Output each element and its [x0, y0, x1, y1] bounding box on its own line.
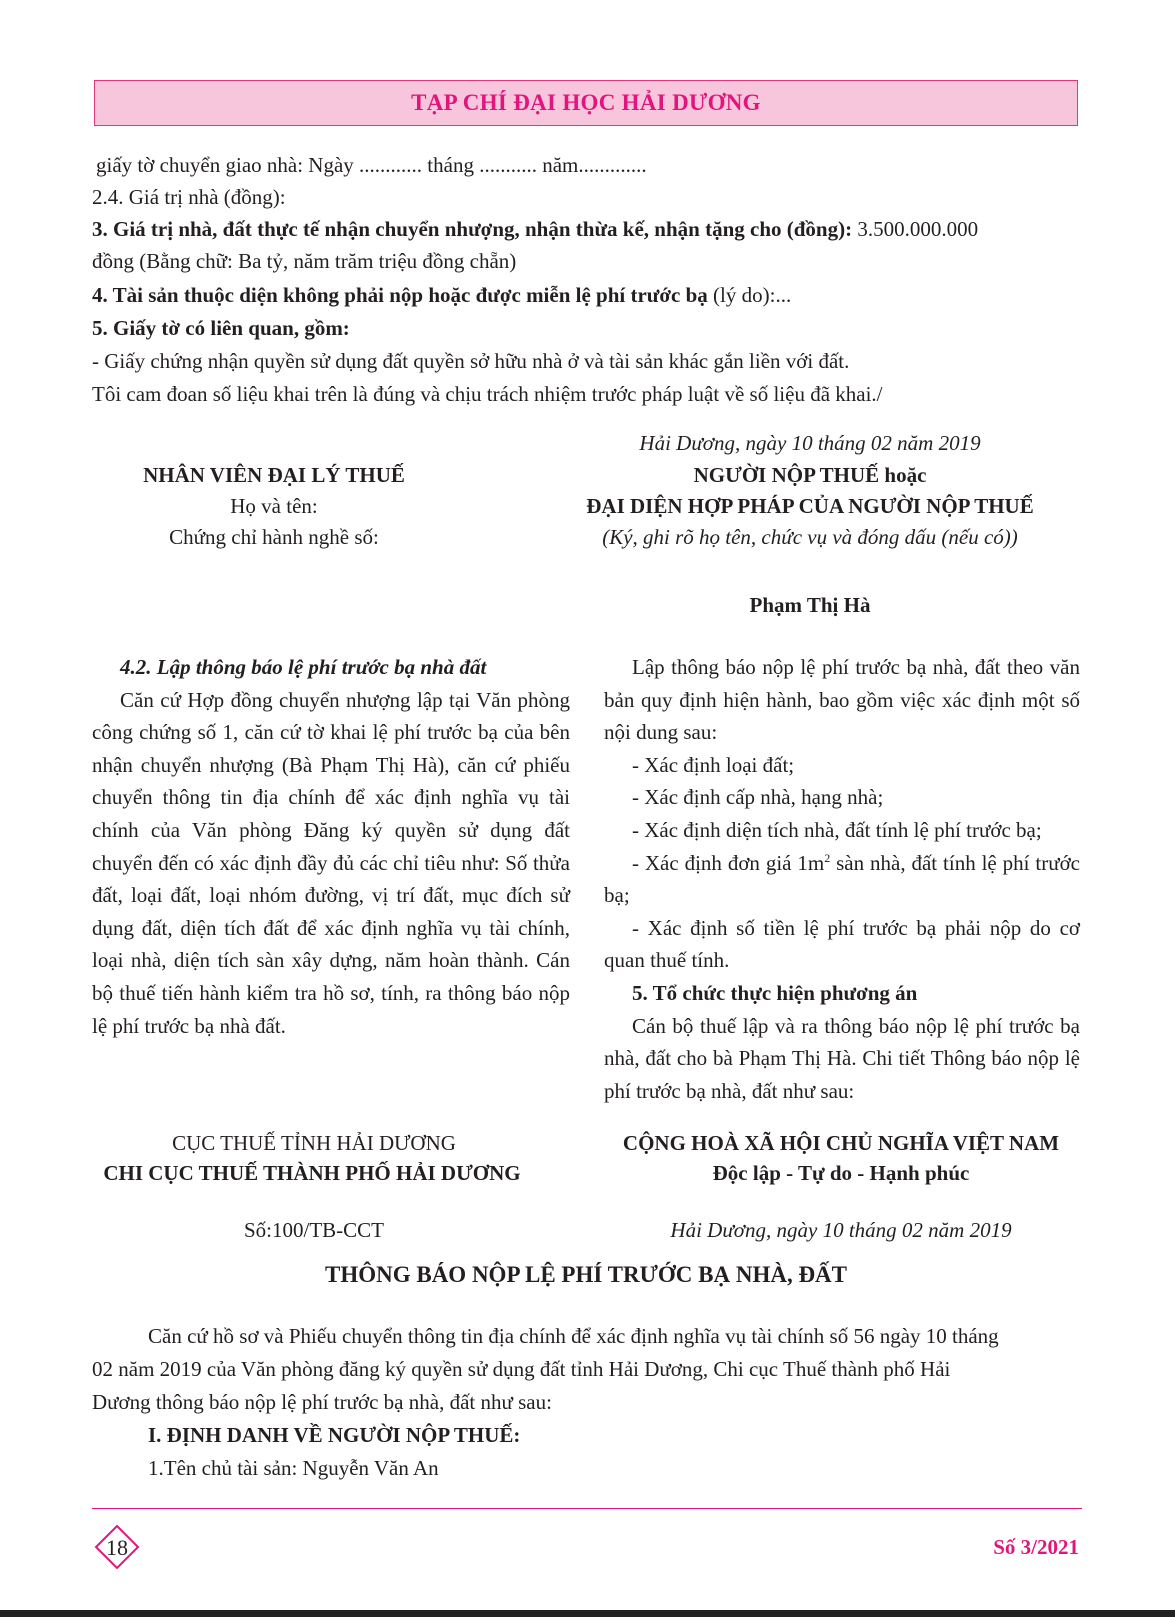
item5-doc: - Giấy chứng nhận quyền sử dụng đất quyền sở hữu nhà ở và tài sản khác gắn liền với đất.	[92, 349, 850, 373]
section-5-heading: 5. Tổ chức thực hiện phương án	[632, 980, 918, 1005]
signer-name: Phạm Thị Hà	[749, 593, 871, 617]
bullet-unit-price: - Xác định đơn giá $1m^2$ sàn nhà, đất tính lệ phí trước bạ;	[604, 850, 1081, 908]
page-number: 18	[106, 1534, 128, 1560]
section-4-2-body: Căn cứ Hợp đồng chuyển nhượng lập tại Văn phòng công chứng số 1, căn cứ tờ khai lệ phí trước bạ của bên nhận chuyển nhượng (Bà Phạm Thị Hà), căn cứ phiếu chuyển thông tin địa chính để xác định nghĩa vụ tài chính của Văn phòng Đăng ký quyền sử dụng đất chuyển đến có xác định đầy đủ các chỉ tiêu như: Số thửa đất, loại đất, loại nhóm đường, vị trí đất, mục đích sử dụng đất, diện tích đất để xác định nghĩa vụ tài chính, loại nhà, diện tích sàn xây dựng, năm hoàn thành. Cán bộ thuế tiến hành kiểm tra hồ sơ, tính, ra thông báo nộp lệ phí trước bạ nhà đất.	[92, 687, 570, 1038]
section-4-2-heading: 4.2. Lập thông báo lệ phí trước bạ nhà đất	[120, 655, 487, 679]
tax-agent-cert-label: Chứng chỉ hành nghề số:	[169, 525, 379, 549]
item4-line	[92, 280, 1082, 312]
notice-body-line-1: Căn cứ hồ sơ và Phiếu chuyển thông tin địa chính để xác định nghĩa vụ tài chính số 56 ngày 10 tháng	[148, 1324, 999, 1348]
tax-agent-title: NHÂN VIÊN ĐẠI LÝ THUẾ	[143, 463, 405, 487]
footer-rule	[92, 1508, 1082, 1509]
notice-title: THÔNG BÁO NỘP LỆ PHÍ TRƯỚC BẠ NHÀ, ĐẤT	[324, 1262, 848, 1287]
notice-date: Hải Dương, ngày 10 tháng 02 năm 2019	[670, 1218, 1012, 1242]
item4-rest: (lý do):...	[707, 283, 792, 307]
section-4-2	[92, 651, 570, 1042]
signature-date: Hải Dương, ngày 10 tháng 02 năm 2019	[639, 431, 981, 455]
transfer-date-line: giấy tờ chuyển giao nhà: Ngày ............ tháng ........... năm.............	[96, 153, 647, 177]
item3-value: 3.500.000.000	[852, 217, 979, 241]
taxpayer-title: NGƯỜI NỘP THUẾ hoặc	[693, 463, 927, 487]
section-5-body: Cán bộ thuế lập và ra thông báo nộp lệ phí trước bạ nhà, đất cho bà Phạm Thị Hà. Chi tiết Thông báo nộp lệ phí trước bạ nhà, đất như sau:	[604, 1013, 1080, 1103]
page-number-badge	[94, 1524, 140, 1570]
notice-body-line-2: 02 năm 2019 của Văn phòng đăng ký quyền sử dụng đất tỉnh Hải Dương, Chi cục Thuế thành phố Hải	[92, 1357, 951, 1381]
item3-label: 3. Giá trị nhà, đất thực tế nhận chuyển nhượng, nhận thừa kế, nhận tặng cho (đồng):	[92, 217, 853, 241]
right-column	[604, 651, 1080, 1107]
notice-number: Số:100/TB-CCT	[243, 1218, 385, 1242]
house-value-line: 2.4. Giá trị nhà (đồng):	[92, 185, 286, 209]
commitment: Tôi cam đoan số liệu khai trên là đúng và chịu trách nhiệm trước pháp luật về số liệu đã khai./	[92, 382, 883, 406]
bullet-land-type: - Xác định loại đất;	[632, 752, 795, 777]
country-name: CỘNG HOÀ XÃ HỘI CHỦ NGHĨA VIỆT NAM	[622, 1131, 1060, 1155]
notice-body-line-3: Dương thông báo nộp lệ phí trước bạ nhà, đất như sau:	[92, 1390, 552, 1414]
section-I-heading: I. ĐỊNH DANH VỀ NGƯỜI NỘP THUẾ:	[148, 1423, 521, 1447]
tax-agent-name-label: Họ và tên:	[230, 494, 318, 518]
signature-note: (Ký, ghi rõ họ tên, chức vụ và đóng dấu (nếu có))	[602, 525, 1018, 549]
legal-rep-title: ĐẠI DIỆN HỢP PHÁP CỦA NGƯỜI NỘP THUẾ	[586, 494, 1034, 518]
agency-name: CHI CỤC THUẾ THÀNH PHỐ HẢI DƯƠNG	[103, 1161, 521, 1185]
journal-title: TẠP CHÍ ĐẠI HỌC HẢI DƯƠNG	[411, 89, 761, 115]
bullet-area: - Xác định diện tích nhà, đất tính lệ phí trước bạ;	[632, 817, 1042, 842]
right-intro: Lập thông báo nộp lệ phí trước bạ nhà, đất theo văn bản quy định hiện hành, bao gồm việc xác định một số nội dung sau:	[604, 655, 1080, 745]
journal-header	[94, 80, 1078, 126]
national-motto: Độc lập - Tự do - Hạnh phúc	[712, 1161, 970, 1185]
bullet-house-grade: - Xác định cấp nhà, hạng nhà;	[632, 785, 884, 810]
issue-label: Số 3/2021	[993, 1535, 1079, 1559]
agency-parent: CỤC THUẾ TỈNH HẢI DƯƠNG	[172, 1131, 456, 1155]
item3-words: đồng (Bằng chữ: Ba tỷ, năm trăm triệu đồng chẵn)	[92, 249, 517, 273]
owner-line: 1.Tên chủ tài sản: Nguyễn Văn An	[148, 1456, 439, 1480]
item5-label: 5. Giấy tờ có liên quan, gồm:	[92, 316, 350, 340]
bullet-fee-amount: - Xác định số tiền lệ phí trước bạ phải nộp do cơ quan thuế tính.	[604, 915, 1080, 973]
item4-label: 4. Tài sản thuộc diện không phải nộp hoặc được miễn lệ phí trước bạ	[92, 283, 708, 307]
item3-line	[92, 214, 1082, 246]
bottom-band	[0, 1610, 1175, 1617]
